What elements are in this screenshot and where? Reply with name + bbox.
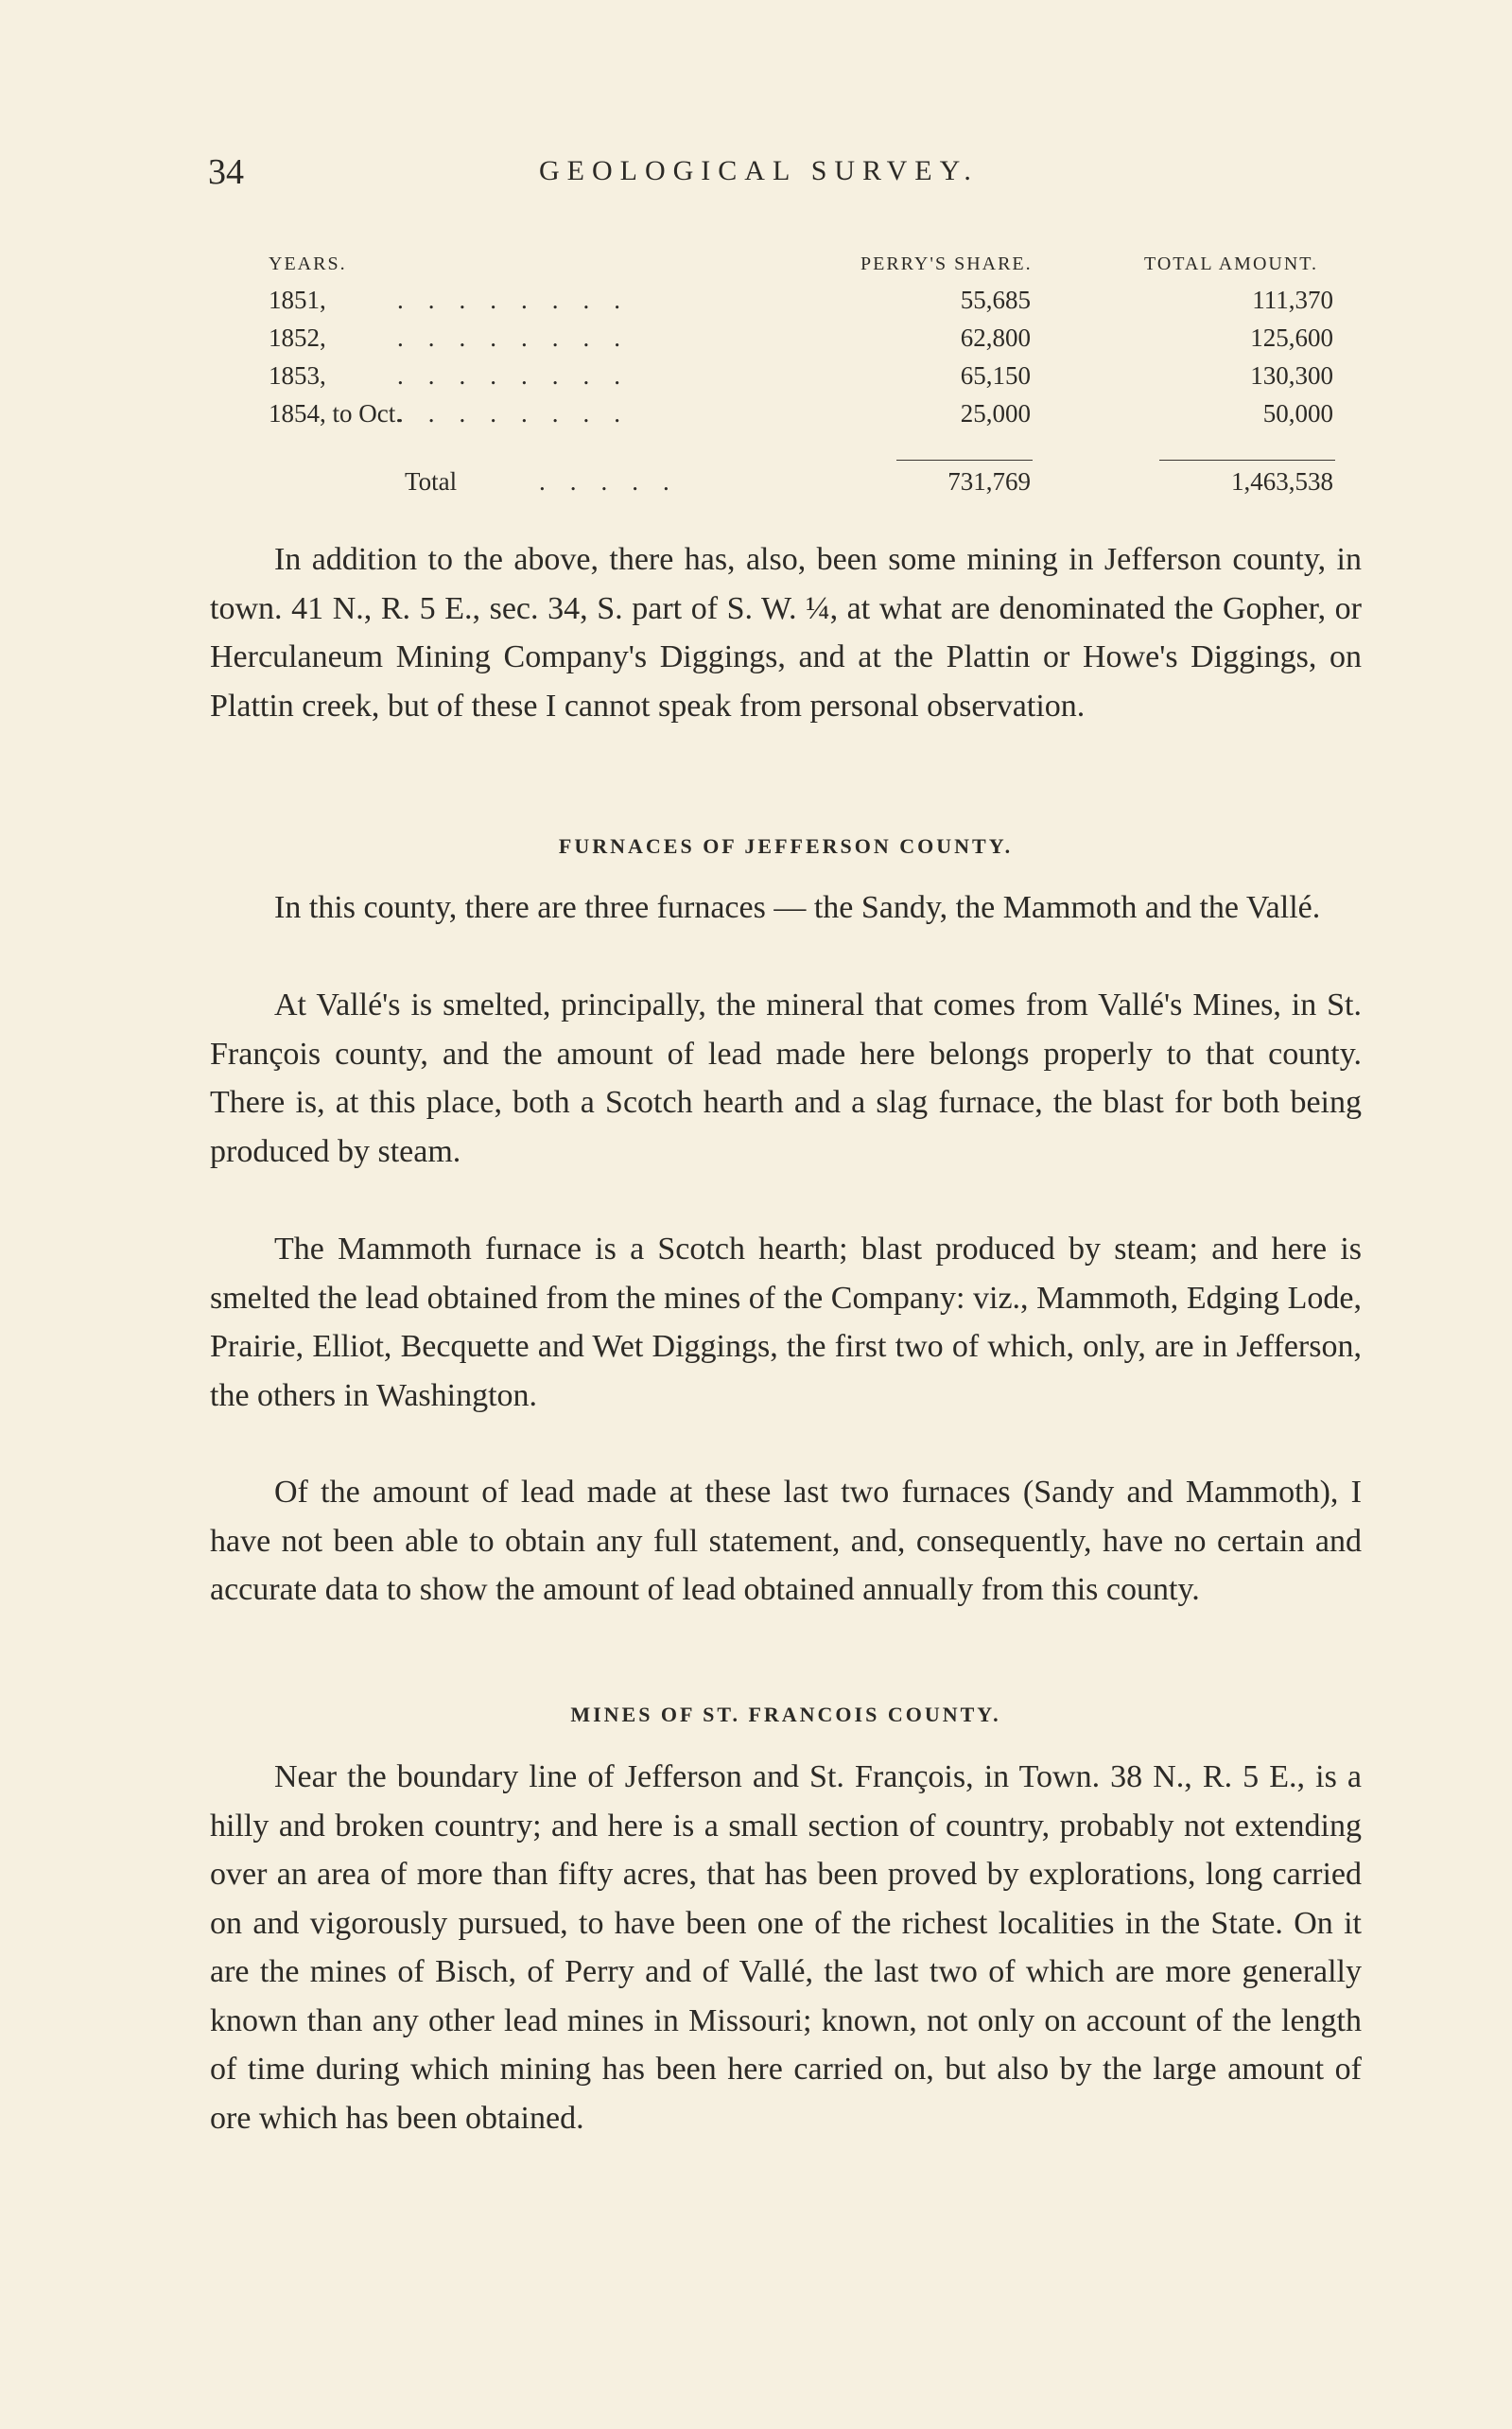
paragraph-mammoth-furnace: The Mammoth furnace is a Scotch hearth; blast produced by steam; and here is smelted the lead obtained from the mines of the Company: viz., Mammoth, Edging Lode, Prairie, Elliot, Becquette and Wet Diggings, the first two of which, only, are in Jefferson, the others in Washington.	[210, 1232, 1362, 1413]
cell-total: 125,600	[1250, 323, 1333, 352]
cell-total: 50,000	[1262, 399, 1333, 428]
running-head	[208, 151, 1362, 199]
cell-share: 25,000	[960, 399, 1031, 428]
paragraph-additional-mining: In addition to the above, there has, also, been some mining in Jefferson county, in town. 41 N., R. 5 E., sec. 34, S. part of S. W. ¼, at what are denominated the Gopher, or Herculaneum Mining Company's Diggings, and at the Plattin or Howe's Diggings, on Plattin creek, but of these I cannot speak from personal observation.	[210, 542, 1362, 724]
table-row	[265, 323, 1371, 361]
total-amount: 1,463,538	[1231, 467, 1333, 496]
cell-total: 111,370	[1252, 286, 1333, 314]
paragraph-valle-furnace: At Vallé's is smelted, principally, the mineral that comes from Vallé's Mines, in St. François county, and the amount of lead made here belongs properly to that county. There is, at this place, both a Scotch hearth and a slag furnace, the blast for both being produced by steam.	[210, 987, 1362, 1169]
leader-dots: ........	[397, 399, 645, 428]
cell-share: 55,685	[960, 286, 1031, 314]
leader-dots: .....	[539, 467, 694, 496]
sum-rule-total	[1159, 460, 1335, 461]
column-header-total-amount: TOTAL AMOUNT.	[1144, 253, 1319, 274]
page-number: 34	[208, 152, 244, 192]
cell-total: 130,300	[1250, 361, 1333, 390]
leader-dots: ........	[397, 323, 645, 352]
table-row	[265, 361, 1371, 399]
column-header-years: YEARS.	[269, 253, 347, 274]
column-header-perrys-share: PERRY'S SHARE.	[860, 253, 1033, 274]
table-total-row	[265, 467, 1371, 505]
total-label: Total	[405, 467, 458, 496]
cell-share: 65,150	[960, 361, 1031, 390]
paragraph-st-francois-mines: Near the boundary line of Jefferson and St. François, in Town. 38 N., R. 5 E., is a hilly and broken country; and here is a small section of country, probably not extending over an area of more than fifty acres, that has been proved by explorations, long carried on and vigorously pursued, to have been one of the richest localities in the State. On it are the mines of Bisch, of Perry and of Vallé, the last two of which are more generally known than any other lead mines in Missouri; known, not only on account of the length of time during which mining has been here carried on, but also by the large amount of ore which has been obtained.	[210, 1759, 1362, 2136]
running-title: GEOLOGICAL SURVEY.	[539, 155, 979, 186]
total-share: 731,769	[947, 467, 1031, 496]
cell-year: 1853,	[269, 361, 326, 390]
section-heading-mines: MINES OF ST. FRANCOIS COUNTY.	[570, 1703, 1001, 1726]
leader-dots: ........	[397, 361, 645, 390]
cell-share: 62,800	[960, 323, 1031, 352]
sum-rule-share	[896, 460, 1033, 461]
leader-dots: ........	[397, 286, 645, 314]
paragraph-lead-amount: Of the amount of lead made at these last two furnaces (Sandy and Mammoth), I have not been able to obtain any full statement, and, consequently, have no certain and accurate data to show the amount of lead obtained annually from this county.	[210, 1475, 1362, 1607]
cell-year: 1852,	[269, 323, 326, 352]
section-heading-furnaces: FURNACES OF JEFFERSON COUNTY.	[558, 834, 1014, 858]
cell-year: 1854, to Oct.	[269, 399, 402, 428]
cell-year: 1851,	[269, 286, 326, 314]
paragraph-three-furnaces: In this county, there are three furnaces — the Sandy, the Mammoth and the Vallé.	[274, 890, 1321, 925]
table-row	[265, 286, 1371, 323]
table-row	[265, 399, 1371, 437]
